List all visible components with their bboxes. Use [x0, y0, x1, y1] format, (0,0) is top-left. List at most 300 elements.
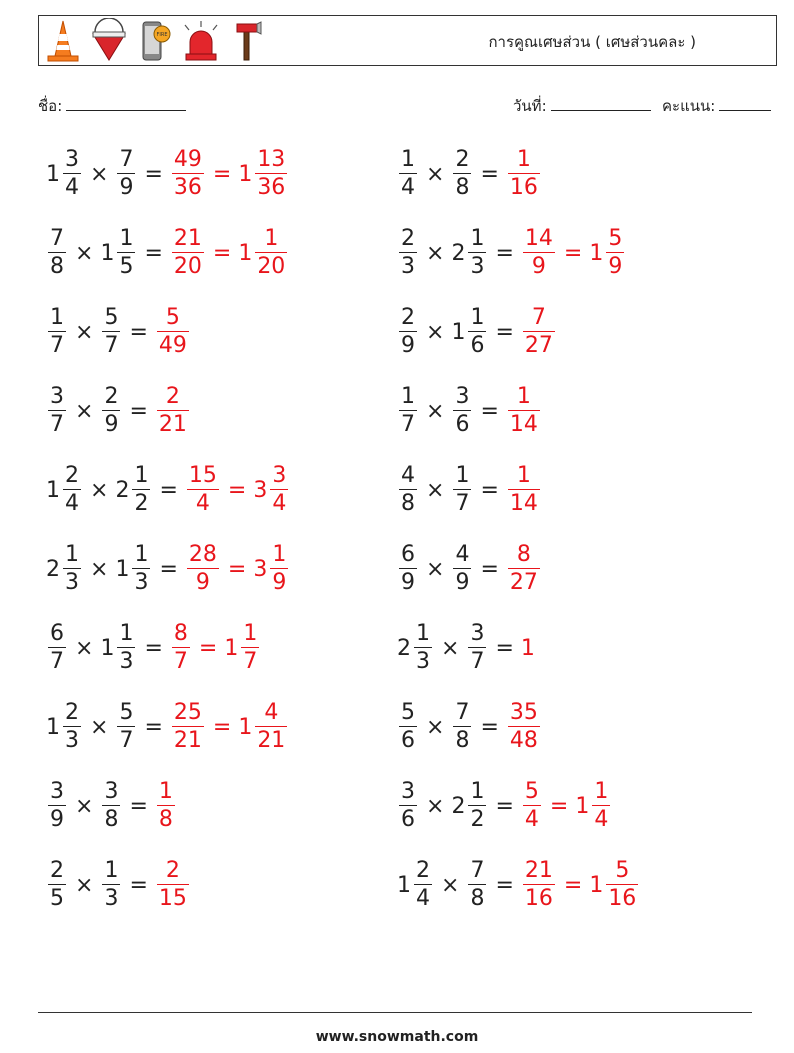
- problem-row: [397, 381, 542, 441]
- denominator: 3: [65, 728, 79, 753]
- numerator: 21: [173, 226, 202, 251]
- factor-a: [397, 386, 419, 436]
- factor-b: [100, 623, 137, 673]
- footer-url: www.snowmath.com: [315, 1029, 479, 1045]
- numerator: 1: [470, 226, 485, 251]
- whole-number: 1: [115, 556, 130, 582]
- numerator: 2: [416, 858, 430, 883]
- denominator: 6: [455, 412, 470, 437]
- factor-b: [451, 781, 488, 831]
- denominator: 7: [50, 649, 64, 674]
- answer: [170, 623, 261, 673]
- equals-sign: =: [480, 161, 499, 187]
- numerator: 2: [455, 147, 470, 172]
- numerator: 3: [104, 779, 119, 804]
- answer-fraction: [157, 781, 175, 831]
- factor-b: [451, 544, 473, 594]
- numerator: 8: [173, 621, 188, 646]
- denominator: 20: [173, 254, 202, 279]
- fraction: [453, 386, 471, 436]
- name-field: [38, 94, 186, 118]
- numerator: 6: [50, 621, 64, 646]
- denominator: 4: [65, 175, 79, 200]
- denominator: 27: [524, 333, 553, 358]
- answer: [155, 386, 191, 436]
- problem-row: [397, 460, 542, 520]
- factor-b: [451, 702, 473, 752]
- factor-a: [46, 228, 68, 278]
- answer-equals-sign: =: [212, 161, 232, 187]
- fraction: [414, 860, 432, 910]
- numerator: 5: [401, 700, 415, 725]
- factor-a: [397, 228, 419, 278]
- answer-fraction: [157, 307, 189, 357]
- numerator: 5: [104, 305, 119, 330]
- fraction: [48, 228, 66, 278]
- whole-number: 1: [100, 240, 115, 266]
- times-sign: ×: [75, 635, 94, 661]
- numerator: 1: [401, 384, 415, 409]
- numerator: 3: [470, 621, 485, 646]
- equals-sign: =: [480, 714, 499, 740]
- equals-sign: =: [495, 793, 514, 819]
- denominator: 15: [158, 886, 187, 911]
- denominator: 2: [470, 807, 485, 832]
- factor-a: [397, 307, 419, 357]
- factor-b: [100, 228, 137, 278]
- numerator: 4: [264, 700, 279, 725]
- answer-fraction: [523, 781, 541, 831]
- answer: [506, 386, 542, 436]
- denominator: 9: [401, 333, 415, 358]
- answer-fraction: [508, 149, 540, 199]
- denominator: 3: [65, 570, 79, 595]
- equals-sign: =: [480, 556, 499, 582]
- answer-mixed: [238, 228, 289, 278]
- answer-equals-sign: =: [198, 635, 218, 661]
- denominator: 6: [401, 728, 415, 753]
- problem-row: [46, 460, 290, 520]
- times-sign: ×: [75, 398, 94, 424]
- fraction: [48, 307, 66, 357]
- fraction: [606, 228, 624, 278]
- fraction: [606, 860, 638, 910]
- answer-mixed: [575, 781, 612, 831]
- factor-b: [451, 149, 473, 199]
- whole-number: 1: [575, 793, 590, 819]
- denominator: 4: [416, 886, 430, 911]
- denominator: 16: [608, 886, 637, 911]
- problem-row: [397, 223, 626, 283]
- fraction: [399, 149, 417, 199]
- answer-fraction: [157, 860, 189, 910]
- numerator: 28: [188, 542, 217, 567]
- numerator: 1: [119, 621, 134, 646]
- denominator: 7: [50, 333, 64, 358]
- numerator: 35: [509, 700, 538, 725]
- equals-sign: =: [480, 477, 499, 503]
- answer: [506, 702, 542, 752]
- numerator: 14: [524, 226, 553, 251]
- fraction: [63, 702, 81, 752]
- answer-mixed: [238, 702, 289, 752]
- equals-sign: =: [144, 161, 163, 187]
- fraction: [48, 860, 66, 910]
- answer: [170, 228, 289, 278]
- equals-sign: =: [129, 793, 148, 819]
- factor-a: [46, 386, 68, 436]
- fraction: [241, 623, 259, 673]
- fraction: [399, 386, 417, 436]
- score-blank: [719, 96, 771, 111]
- numerator: 5: [119, 700, 134, 725]
- denominator: 8: [50, 254, 64, 279]
- denominator: 49: [158, 333, 187, 358]
- fraction: [63, 149, 81, 199]
- answer: [521, 781, 612, 831]
- denominator: 14: [509, 491, 538, 516]
- problem-row: [397, 855, 640, 915]
- traffic-cone-icon: [43, 18, 83, 64]
- factor-a: [397, 702, 419, 752]
- problem-row: [397, 539, 542, 599]
- numerator: 21: [524, 858, 553, 883]
- answer: [506, 465, 542, 515]
- numerator: 5: [615, 858, 630, 883]
- answer-equals-sign: =: [212, 714, 232, 740]
- factor-b: [466, 860, 488, 910]
- numerator: 1: [158, 779, 173, 804]
- denominator: 8: [104, 807, 119, 832]
- denominator: 16: [524, 886, 553, 911]
- fraction: [399, 544, 417, 594]
- denominator: 3: [134, 570, 149, 595]
- denominator: 3: [104, 886, 119, 911]
- times-sign: ×: [426, 556, 445, 582]
- fraction: [453, 465, 471, 515]
- factor-a: [397, 544, 419, 594]
- factor-b: [100, 781, 122, 831]
- equals-sign: =: [144, 240, 163, 266]
- numerator: 1: [243, 621, 258, 646]
- date-field: [513, 94, 651, 118]
- problem-row: [46, 144, 289, 204]
- numerator: 1: [65, 542, 79, 567]
- denominator: 7: [173, 649, 188, 674]
- denominator: 9: [104, 412, 119, 437]
- answer: [170, 702, 289, 752]
- answer: [506, 544, 542, 594]
- answer-fraction: [187, 544, 219, 594]
- factor-b: [100, 386, 122, 436]
- fraction: [270, 544, 288, 594]
- factor-a: [46, 860, 68, 910]
- numerator: 5: [524, 779, 539, 804]
- whole-number: 2: [451, 240, 466, 266]
- fraction: [468, 623, 486, 673]
- answer: [170, 149, 289, 199]
- denominator: 9: [272, 570, 287, 595]
- numerator: 13: [257, 147, 286, 172]
- numerator: 1: [134, 463, 149, 488]
- fraction: [399, 781, 417, 831]
- numerator: 1: [272, 542, 287, 567]
- answer-equals-sign: =: [212, 240, 232, 266]
- fraction: [453, 149, 471, 199]
- denominator: 8: [158, 807, 173, 832]
- name-blank: [66, 96, 186, 111]
- denominator: 9: [455, 570, 470, 595]
- factor-b: [451, 465, 473, 515]
- denominator: 9: [608, 254, 623, 279]
- equals-sign: =: [495, 872, 514, 898]
- denominator: 21: [257, 728, 286, 753]
- denominator: 7: [470, 649, 485, 674]
- fraction: [132, 544, 150, 594]
- answer: [521, 860, 640, 910]
- numerator: 1: [470, 779, 485, 804]
- denominator: 27: [509, 570, 538, 595]
- numerator: 2: [401, 305, 415, 330]
- factor-a: [397, 860, 434, 910]
- times-sign: ×: [90, 714, 109, 740]
- problem-row: [46, 381, 191, 441]
- equals-sign: =: [129, 319, 148, 345]
- equals-sign: =: [159, 477, 178, 503]
- numerator: 3: [401, 779, 415, 804]
- numerator: 1: [50, 305, 64, 330]
- denominator: 4: [594, 807, 609, 832]
- answer-mixed: [589, 860, 640, 910]
- numerator: 1: [416, 621, 430, 646]
- numerator: 3: [455, 384, 470, 409]
- header-icons: [43, 18, 267, 64]
- answer-fraction: [172, 149, 204, 199]
- whole-number: 1: [224, 635, 239, 661]
- numerator: 1: [594, 779, 609, 804]
- answer-mixed: [238, 149, 289, 199]
- answer: [185, 465, 290, 515]
- answer: [521, 228, 626, 278]
- denominator: 3: [119, 649, 134, 674]
- equals-sign: =: [495, 240, 514, 266]
- whole-number: 2: [115, 477, 130, 503]
- siren-icon: [181, 18, 221, 64]
- answer: [521, 307, 557, 357]
- fraction: [63, 544, 81, 594]
- times-sign: ×: [426, 398, 445, 424]
- fraction: [453, 702, 471, 752]
- numerator: 5: [165, 305, 180, 330]
- denominator: 9: [401, 570, 415, 595]
- answer-fraction: [172, 228, 204, 278]
- times-sign: ×: [426, 714, 445, 740]
- fraction: [453, 544, 471, 594]
- fraction: [255, 228, 287, 278]
- date-blank: [551, 96, 651, 111]
- denominator: 7: [119, 728, 134, 753]
- numerator: 1: [119, 226, 134, 251]
- fraction: [102, 860, 120, 910]
- problem-row: [46, 697, 289, 757]
- numerator: 7: [119, 147, 134, 172]
- answer-mixed: [224, 623, 261, 673]
- problem-row: [46, 302, 191, 362]
- denominator: 8: [401, 491, 415, 516]
- answer: [185, 544, 290, 594]
- denominator: 2: [134, 491, 149, 516]
- numerator: 2: [165, 858, 180, 883]
- denominator: 5: [119, 254, 134, 279]
- fraction: [255, 702, 287, 752]
- whole-number: 3: [253, 477, 268, 503]
- denominator: 6: [470, 333, 485, 358]
- answer-fraction: [508, 702, 540, 752]
- denominator: 8: [455, 175, 470, 200]
- whole-number: 1: [238, 161, 253, 187]
- problem-row: [397, 776, 612, 836]
- answer-fraction: [523, 307, 555, 357]
- fraction: [399, 465, 417, 515]
- equals-sign: =: [129, 398, 148, 424]
- fraction: [102, 307, 120, 357]
- answer-mixed: [253, 465, 290, 515]
- problem-row: [397, 697, 542, 757]
- answer: [506, 149, 542, 199]
- equals-sign: =: [159, 556, 178, 582]
- whole-number: 2: [46, 556, 60, 582]
- factor-a: [397, 149, 419, 199]
- times-sign: ×: [426, 793, 445, 819]
- fraction: [48, 781, 66, 831]
- score-label: คะแนน:: [662, 97, 716, 115]
- factor-a: [397, 781, 419, 831]
- numerator: 3: [272, 463, 287, 488]
- factor-b: [115, 465, 152, 515]
- times-sign: ×: [426, 240, 445, 266]
- denominator: 7: [455, 491, 470, 516]
- denominator: 7: [243, 649, 258, 674]
- score-field: [662, 94, 771, 118]
- whole-number: 1: [100, 635, 115, 661]
- denominator: 36: [173, 175, 202, 200]
- fraction: [399, 228, 417, 278]
- footer-divider: [38, 1012, 752, 1013]
- denominator: 4: [187, 489, 219, 515]
- date-label: วันที่:: [513, 97, 547, 115]
- numerator: 4: [455, 542, 470, 567]
- numerator: 1: [134, 542, 149, 567]
- fraction: [399, 307, 417, 357]
- equals-sign: =: [495, 319, 514, 345]
- denominator: 4: [401, 175, 415, 200]
- numerator: 25: [173, 700, 202, 725]
- whole-number: 1: [46, 161, 60, 187]
- answer-fraction: [187, 465, 219, 515]
- numerator: 1: [470, 305, 485, 330]
- whole-number: 2: [451, 793, 466, 819]
- times-sign: ×: [441, 872, 460, 898]
- whole-number: 1: [238, 240, 253, 266]
- numerator: 49: [173, 147, 202, 172]
- problem-row: [46, 776, 177, 836]
- denominator: 8: [455, 728, 470, 753]
- denominator: 9: [523, 252, 555, 278]
- fraction: [270, 465, 288, 515]
- denominator: 7: [50, 412, 64, 437]
- fraction: [399, 702, 417, 752]
- answer-fraction: [508, 544, 540, 594]
- denominator: 9: [119, 175, 134, 200]
- fraction: [468, 860, 486, 910]
- times-sign: ×: [426, 161, 445, 187]
- answer-fraction: [172, 623, 190, 673]
- numerator: 1: [516, 384, 531, 409]
- answer: [155, 860, 191, 910]
- numerator: 2: [104, 384, 119, 409]
- fraction: [102, 386, 120, 436]
- denominator: 9: [187, 568, 219, 594]
- times-sign: ×: [426, 477, 445, 503]
- problem-row: [397, 618, 535, 678]
- denominator: 7: [104, 333, 119, 358]
- answer-fraction: [508, 386, 540, 436]
- numerator: 7: [531, 305, 546, 330]
- whole-number: 2: [397, 635, 411, 661]
- whole-number: 1: [238, 714, 253, 740]
- factor-b: [100, 307, 122, 357]
- fraction: [468, 307, 486, 357]
- fraction: [414, 623, 432, 673]
- phone-fire-icon: [135, 18, 175, 64]
- equals-sign: =: [495, 635, 514, 661]
- numerator: 1: [104, 858, 119, 883]
- fraction: [468, 228, 486, 278]
- fraction: [255, 149, 287, 199]
- denominator: 48: [509, 728, 538, 753]
- denominator: 4: [272, 491, 287, 516]
- whole-number: 1: [589, 240, 604, 266]
- numerator: 2: [165, 384, 180, 409]
- answer-equals-sign: =: [227, 477, 247, 503]
- answer-fraction: [523, 228, 555, 278]
- answer-equals-sign: =: [227, 556, 247, 582]
- numerator: 1: [455, 463, 470, 488]
- times-sign: ×: [90, 161, 109, 187]
- numerator: 7: [50, 226, 64, 251]
- numerator: 7: [455, 700, 470, 725]
- problem-row: [46, 618, 261, 678]
- numerator: 7: [470, 858, 485, 883]
- factor-a: [46, 465, 83, 515]
- answer-whole: 1: [520, 635, 535, 661]
- answer-fraction: [172, 702, 204, 752]
- times-sign: ×: [441, 635, 460, 661]
- denominator: 5: [50, 886, 64, 911]
- numerator: 1: [516, 147, 531, 172]
- whole-number: 1: [397, 872, 411, 898]
- answer-fraction: [157, 386, 189, 436]
- factor-a: [46, 702, 83, 752]
- factor-a: [46, 781, 68, 831]
- numerator: 2: [65, 463, 79, 488]
- denominator: 36: [257, 175, 286, 200]
- numerator: 2: [401, 226, 415, 251]
- whole-number: 3: [253, 556, 268, 582]
- fire-bucket-icon: [89, 18, 129, 64]
- denominator: 21: [173, 728, 202, 753]
- numerator: 5: [608, 226, 623, 251]
